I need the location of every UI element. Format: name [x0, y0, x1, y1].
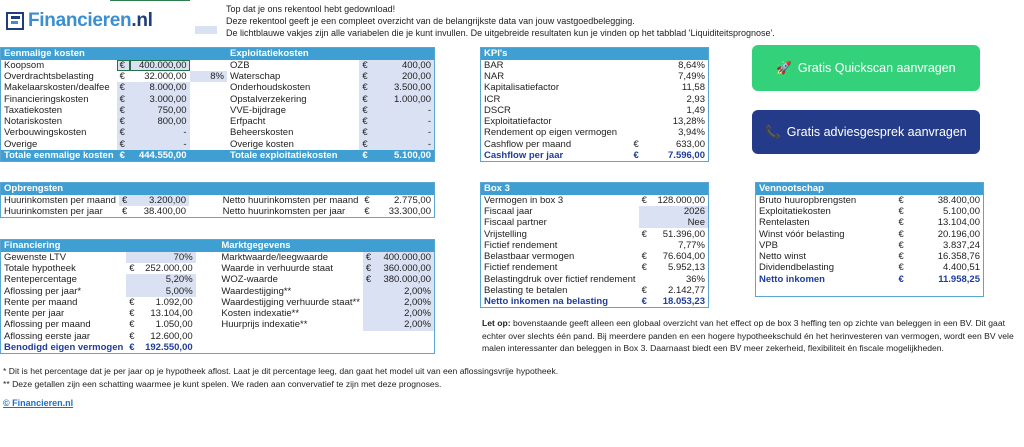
currency: €	[364, 194, 370, 206]
currency: €	[117, 139, 131, 150]
row-label: Fiscaal partner	[484, 217, 547, 229]
kpi-value: 8,64%	[678, 59, 705, 71]
cell-selection-edge	[110, 0, 190, 1]
row-label: Kosten indexatie**	[221, 308, 300, 320]
box3-value: 128.000,00	[657, 194, 705, 206]
footnote-2: ** Deze getallen zijn een schatting waarmee je kunt spelen. We raden aan convervatief te zijn met deze prognoses.	[3, 378, 442, 389]
row-label: Waterschap	[230, 70, 281, 82]
currency: €	[117, 105, 131, 116]
overige-input[interactable]: -	[130, 139, 189, 150]
currency: €	[117, 127, 131, 138]
currency: €	[129, 330, 135, 342]
quickscan-button[interactable]	[752, 45, 980, 91]
row-label: WOZ-waarde	[221, 274, 278, 286]
row-label: Notariskosten	[4, 116, 63, 128]
currency: €	[898, 239, 904, 251]
row-label: Exploitatiekosten	[759, 205, 831, 217]
row-label: Fiscaal jaar	[484, 205, 533, 217]
opbrengsten-title: Opbrengsten	[1, 183, 435, 195]
kpi-value: 2,93	[686, 93, 705, 105]
netto-inkomen-bv-value: 11.958,25	[938, 273, 980, 285]
financiering-title: Financiering	[1, 240, 219, 252]
currency	[126, 252, 139, 263]
brand-logo[interactable]	[6, 10, 153, 32]
row-label: ICR	[484, 93, 501, 105]
input-legend-swatch	[195, 26, 217, 34]
onderhoudskosten-input[interactable]: 3.500,00	[373, 82, 435, 93]
woz-input[interactable]: 380.000,00	[376, 274, 435, 285]
currency: €	[898, 228, 904, 240]
total-label: Netto inkomen na belasting	[484, 296, 609, 308]
kpi-table	[480, 47, 709, 162]
row-label: Netto huurinkomsten per maand	[222, 194, 359, 206]
total-label: Netto inkomen	[759, 273, 825, 285]
row-label: Verbouwingskosten	[4, 127, 87, 139]
kosten-table	[0, 47, 435, 162]
overdrachtsbelasting-value: 32.000,00	[144, 70, 187, 82]
huur-per-maand-input[interactable]: 3.200,00	[132, 195, 189, 206]
currency	[639, 274, 653, 285]
marktgegevens-title: Marktgegevens	[218, 240, 434, 252]
kpi-value: 7,49%	[678, 70, 705, 82]
kpi-value: 633,00	[675, 138, 705, 150]
row-label: Aflossing per maand	[4, 319, 91, 331]
row-label: Aflossing eerste jaar	[4, 330, 91, 342]
currency	[631, 116, 645, 127]
row-label: NAR	[484, 70, 505, 82]
total-label: Cashflow per jaar	[484, 149, 564, 161]
currency: €	[359, 60, 373, 71]
row-label: Rente per maand	[4, 296, 78, 308]
currency: €	[129, 308, 135, 320]
row-label: Onderhoudskosten	[230, 82, 311, 94]
currency	[631, 82, 645, 93]
copyright-link[interactable]: © Financieren.nl	[3, 398, 74, 408]
financiering-table	[0, 239, 435, 354]
box3-value: 76.604,00	[662, 251, 705, 263]
currency: €	[359, 150, 373, 162]
row-label: Waardestijging verhuurde staat**	[221, 296, 360, 308]
currency: €	[119, 195, 132, 206]
waardestijging-input[interactable]: 2,00%	[376, 285, 435, 296]
rentepercentage-input[interactable]: 5,20%	[139, 274, 196, 285]
netto-huur-jaar-value: 33.300,00	[388, 205, 431, 217]
overdrachtsbelasting-pct-input[interactable]: 8%	[190, 71, 228, 82]
adviesgesprek-button-label: Gratis adviesgesprek aanvragen	[786, 125, 967, 139]
vennootschap-table	[755, 182, 984, 297]
currency: €	[129, 319, 135, 331]
currency	[631, 105, 645, 116]
kpi-value: 1,49	[686, 104, 705, 116]
row-label: Koopsom	[4, 59, 45, 71]
box3-value: 36%	[685, 273, 705, 285]
bv-value: 16.358,76	[937, 251, 980, 263]
bv-value: 20.196,00	[937, 228, 980, 240]
currency: €	[129, 296, 135, 308]
row-label: Netto huurinkomsten per jaar	[222, 205, 346, 217]
currency: €	[359, 71, 373, 82]
intro-line-3: De lichtblauwe vakjes zijn alle variabelen die je kunt invullen. De uitgebreide resultaten kun je vinden op het tabblad 'Liquiditeitsprognose'.	[226, 28, 775, 38]
totale-hypotheek-value: 252.000,00	[145, 262, 193, 274]
bv-value: 38.400,00	[937, 194, 980, 206]
box3-value: 2.142,77	[668, 285, 705, 297]
currency: €	[363, 274, 376, 285]
currency[interactable]: €	[117, 60, 131, 71]
row-label: Kapitalisatiefactor	[484, 82, 559, 94]
eenmalige-kosten-title: Eenmalige kosten	[1, 48, 228, 60]
currency: €	[119, 70, 125, 82]
currency: €	[641, 194, 647, 206]
currency: €	[898, 251, 904, 263]
currency: €	[129, 262, 135, 274]
waardestijging-verhuurd-input[interactable]: 2,00%	[376, 297, 435, 308]
row-label: Overige	[4, 138, 38, 150]
cashflow-per-jaar-value: 7.596,00	[668, 149, 705, 161]
intro-text	[226, 3, 775, 39]
bv-value: 3.837,24	[943, 239, 980, 251]
currency	[363, 308, 376, 319]
box3-value: 5.952,13	[668, 262, 705, 274]
row-label: Waardestijging**	[221, 285, 292, 297]
quickscan-button-label: Gratis Quickscan aanvragen	[797, 61, 956, 75]
currency: €	[898, 205, 904, 217]
total-label: Totale exploitatiekosten	[227, 150, 359, 162]
kosten-indexatie-input[interactable]: 2,00%	[376, 308, 435, 319]
box3-title: Box 3	[481, 183, 709, 195]
currency	[126, 285, 139, 296]
row-label: Exploitatiefactor	[484, 116, 552, 128]
marktwaarde-input[interactable]: 400.000,00	[376, 252, 435, 263]
huur-per-jaar-value: 38.400,00	[143, 205, 186, 217]
currency: €	[633, 138, 639, 150]
notariskosten-input[interactable]: 800,00	[130, 116, 189, 127]
currency	[631, 60, 645, 71]
rente-maand-value: 1.092,00	[155, 296, 193, 308]
row-label: Rendement op eigen vermogen	[484, 127, 618, 139]
currency: €	[363, 252, 376, 263]
row-label: Makelaarskosten/dealfee	[4, 82, 110, 94]
total-label: Benodigd eigen vermogen	[4, 341, 124, 353]
intro-line-2: Deze rekentool geeft je een compleet overzicht van de belangrijkste data van jouw vastgoedbelegging.	[226, 16, 635, 26]
row-label: Erfpacht	[230, 116, 266, 128]
row-label: VPB	[759, 239, 779, 251]
currency: €	[641, 285, 647, 297]
fiscaal-partner-input[interactable]: Nee	[653, 217, 709, 228]
let-op-note	[482, 317, 1017, 355]
vve-input[interactable]: -	[373, 105, 435, 116]
row-label: VVE-bijdrage	[230, 104, 286, 116]
netto-inkomen-box3-value: 18.053,23	[662, 296, 705, 308]
footnotes	[3, 365, 558, 390]
phone-icon: 📞	[765, 124, 781, 139]
row-label: Bruto huuropbrengsten	[759, 194, 857, 206]
currency: €	[633, 149, 639, 161]
row-label: Marktwaarde/leegwaarde	[221, 251, 329, 263]
currency	[363, 319, 376, 330]
row-label: Rentelasten	[759, 217, 810, 229]
row-label: Financieringskosten	[4, 93, 89, 105]
totale-exploitatiekosten-value: 5.100,00	[373, 150, 435, 162]
currency: €	[641, 228, 647, 240]
box3-value: 7,77%	[678, 239, 705, 251]
currency	[126, 274, 139, 285]
row-label: BAR	[484, 59, 504, 71]
row-label: Gewenste LTV	[4, 251, 67, 263]
waarde-verhuurd-input[interactable]: 360.000,00	[376, 263, 435, 274]
currency	[639, 240, 653, 251]
row-label: Huurinkomsten per jaar	[4, 205, 103, 217]
exploitatiekosten-title: Exploitatiekosten	[227, 48, 435, 60]
row-label: Aflossing per jaar*	[4, 285, 82, 297]
currency	[631, 71, 645, 82]
row-label: Huurprijs indexatie**	[221, 319, 308, 331]
currency: €	[359, 105, 373, 116]
row-label: Winst vóór belasting	[759, 228, 845, 240]
intro-line-1: Top dat je ons rekentool hebt gedownload!	[226, 4, 396, 14]
box3-table	[480, 182, 709, 308]
ltv-input[interactable]: 70%	[139, 252, 196, 263]
currency: €	[364, 205, 370, 217]
row-label: Fictief rendement	[484, 239, 558, 251]
financieringskosten-input[interactable]: 3.000,00	[130, 93, 189, 104]
makelaarskosten-input[interactable]: 8.000,00	[130, 82, 189, 93]
bv-value: 13.104,00	[937, 217, 980, 229]
benodigd-eigen-vermogen-value: 192.550,00	[145, 341, 193, 353]
financieren-logo-icon	[6, 12, 24, 30]
rente-jaar-value: 13.104,00	[150, 308, 193, 320]
adviesgesprek-button[interactable]	[752, 110, 980, 154]
bv-value: 4.400,51	[943, 262, 980, 274]
totale-eenmalige-kosten-value: 444.550,00	[130, 150, 189, 162]
row-label: Cashflow per maand	[484, 138, 572, 150]
row-label: OZB	[230, 59, 250, 71]
aflossing-eerste-jaar-value: 12.600,00	[150, 330, 193, 342]
erfpacht-input[interactable]: -	[373, 116, 435, 127]
row-label: Belastbaar vermogen	[484, 251, 575, 263]
row-label: Beheerskosten	[230, 127, 294, 139]
fiscaal-jaar-input[interactable]: 2026	[653, 206, 709, 217]
verbouwingskosten-input[interactable]: -	[130, 127, 189, 138]
currency: €	[359, 93, 373, 104]
row-label: Overige kosten	[230, 138, 294, 150]
currency: €	[359, 82, 373, 93]
row-label: Fictief rendement	[484, 262, 558, 274]
row-label: Dividendbelasting	[759, 262, 834, 274]
currency: €	[359, 139, 373, 150]
note-text: bovenstaande geeft alleen een globaal overzicht van het effect op de box 3 heffing ten op zichte van beleggen in een BV. Dit gaat echter over slechts één pand. Bij meerdere panden en een hogere hypotheekschuld én het herinvesteren van vermogen, wordt een BV vele malen interessanter dan beleggen in Box 3. Daarnaast biedt een BV meer zekerheid, flexibiliteit én fiscale mogelijkheden.	[482, 318, 1014, 353]
currency: €	[641, 262, 647, 274]
brand-tld: .nl	[131, 10, 153, 31]
ozb-input[interactable]: 400,00	[373, 60, 435, 71]
box3-value: 51.396,00	[662, 228, 705, 240]
row-label: Huurinkomsten per maand	[4, 194, 116, 206]
currency: €	[117, 82, 131, 93]
currency: €	[117, 150, 131, 162]
opstalverzekering-input[interactable]: 1.000,00	[373, 93, 435, 104]
currency: €	[898, 194, 904, 206]
row-label: Taxatiekosten	[4, 104, 63, 116]
currency: €	[121, 205, 128, 217]
currency: €	[898, 273, 904, 285]
currency: €	[117, 116, 131, 127]
currency	[363, 297, 376, 308]
currency: €	[641, 296, 647, 308]
waterschap-input[interactable]: 200,00	[373, 71, 435, 82]
currency	[631, 93, 645, 104]
footnote-1: * Dit is het percentage dat je per jaar op je hypotheek aflost. Laat je dit percentage leeg, dan gaat het model uit van een aflossingsvrije hypotheek.	[3, 366, 559, 376]
rocket-icon: 🚀	[776, 60, 792, 75]
row-label: Rente per jaar	[4, 308, 65, 320]
row-label: Rentepercentage	[4, 274, 77, 286]
row-label: Opstalverzekering	[230, 93, 307, 105]
currency: €	[117, 93, 131, 104]
currency: €	[359, 116, 373, 127]
currency: €	[641, 251, 647, 263]
currency	[631, 127, 645, 138]
kpi-value: 13,28%	[672, 116, 705, 128]
row-label: Belastingdruk over fictief rendement	[484, 273, 636, 285]
netto-huur-maand-value: 2.775,00	[394, 194, 431, 206]
kpi-title: KPI's	[481, 48, 709, 60]
kpi-value: 11,58	[681, 82, 705, 94]
currency: €	[359, 127, 373, 138]
overige-kosten-input[interactable]: -	[373, 139, 435, 150]
beheerskosten-input[interactable]: -	[373, 127, 435, 138]
currency: €	[129, 341, 135, 353]
total-label: Totale eenmalige kosten	[1, 150, 117, 162]
row-label: Totale hypotheek	[4, 262, 76, 274]
currency	[363, 285, 376, 296]
row-label: Overdrachtsbelasting	[4, 70, 94, 82]
currency	[639, 217, 653, 228]
huurprijs-indexatie-input[interactable]: 2,00%	[376, 319, 435, 330]
row-label: Vrijstelling	[484, 228, 527, 240]
row-label: Belasting te betalen	[484, 285, 568, 297]
koopsom-input[interactable]: 400.000,00	[130, 60, 189, 71]
row-label: Netto winst	[759, 251, 806, 263]
currency: €	[363, 263, 376, 274]
vennootschap-title: Vennootschap	[756, 183, 984, 195]
kpi-value: 3,94%	[678, 127, 705, 139]
currency	[639, 206, 653, 217]
taxatiekosten-input[interactable]: 750,00	[130, 105, 189, 116]
row-label: Vermogen in box 3	[484, 194, 564, 206]
currency: €	[898, 262, 904, 274]
note-heading: Let op:	[482, 318, 511, 328]
row-label: Waarde in verhuurde staat	[221, 262, 333, 274]
aflossing-maand-value: 1.050,00	[155, 319, 193, 331]
brand-name: Financieren	[28, 10, 132, 31]
currency: €	[898, 217, 904, 229]
row-label: DSCR	[484, 104, 511, 116]
aflossing-pct-input[interactable]: 5,00%	[139, 285, 196, 296]
bv-value: 5.100,00	[943, 205, 980, 217]
opbrengsten-table	[0, 182, 435, 218]
